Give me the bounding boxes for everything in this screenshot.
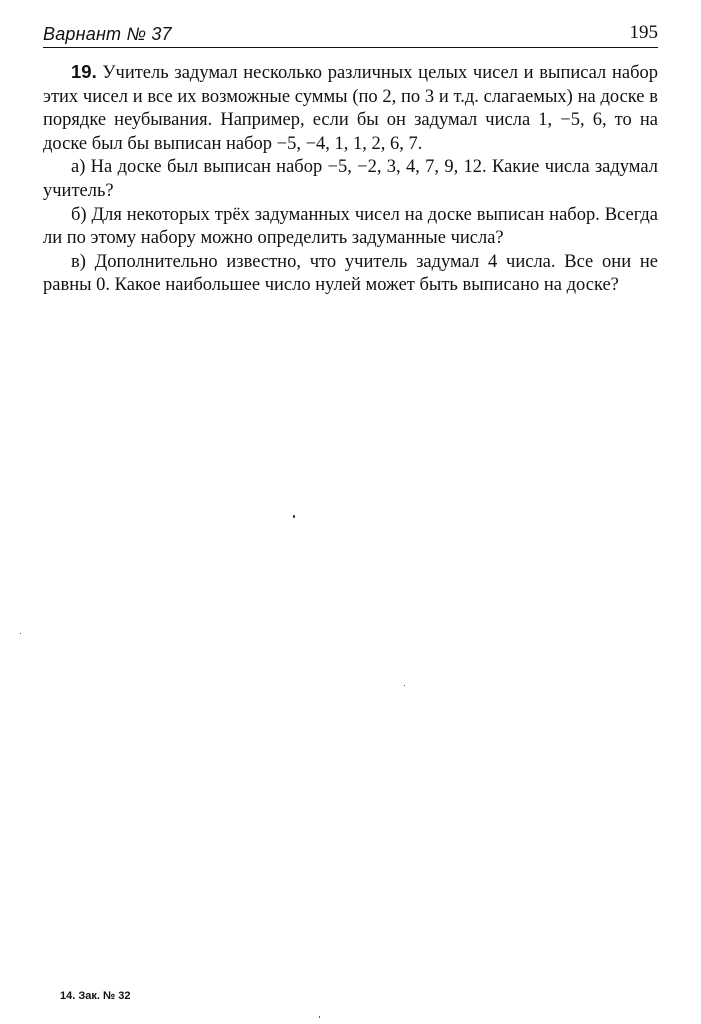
problem-part-b: б) Для некоторых трёх задуманных чисел на доске выписан набор. Всегда ли по этому набору можно определить задуманные числа? [43,204,658,249]
scan-speck [404,685,405,686]
scan-speck [293,515,295,518]
problem-statement-paragraph [43,60,658,156]
scan-speck [20,633,21,634]
scan-speck [319,1016,320,1018]
page-number: 195 [629,22,658,43]
print-order-note: 14. Зак. № 32 [60,990,131,1002]
problem-number: 19. [71,61,97,82]
page-header [43,20,658,48]
variant-title: Варнант № 37 [43,24,172,44]
problem-part-a: а) На доске был выписан набор −5, −2, 3, 4, 7, 9, 12. Какие числа задумал учитель? [43,157,658,201]
header-divider [43,47,658,48]
problem-statement: Учитель задумал несколько различных целых чисел и выписал набор этих чисел и все их возможные суммы (по 2, по 3 и т.д. слагаемых) на доске в порядке неубывания. Например, если бы он задумал числа 1, −5, 6, то на доске был бы выписан набор −5, −4, 1, 1, 2, 6, 7. [43,63,659,154]
problem-part-c: в) Дополнительно известно, что учитель задумал 4 числа. Все они не равны 0. Какое наибольшее число нулей может быть выписано на доске? [43,251,658,296]
problem-19 [43,60,658,298]
